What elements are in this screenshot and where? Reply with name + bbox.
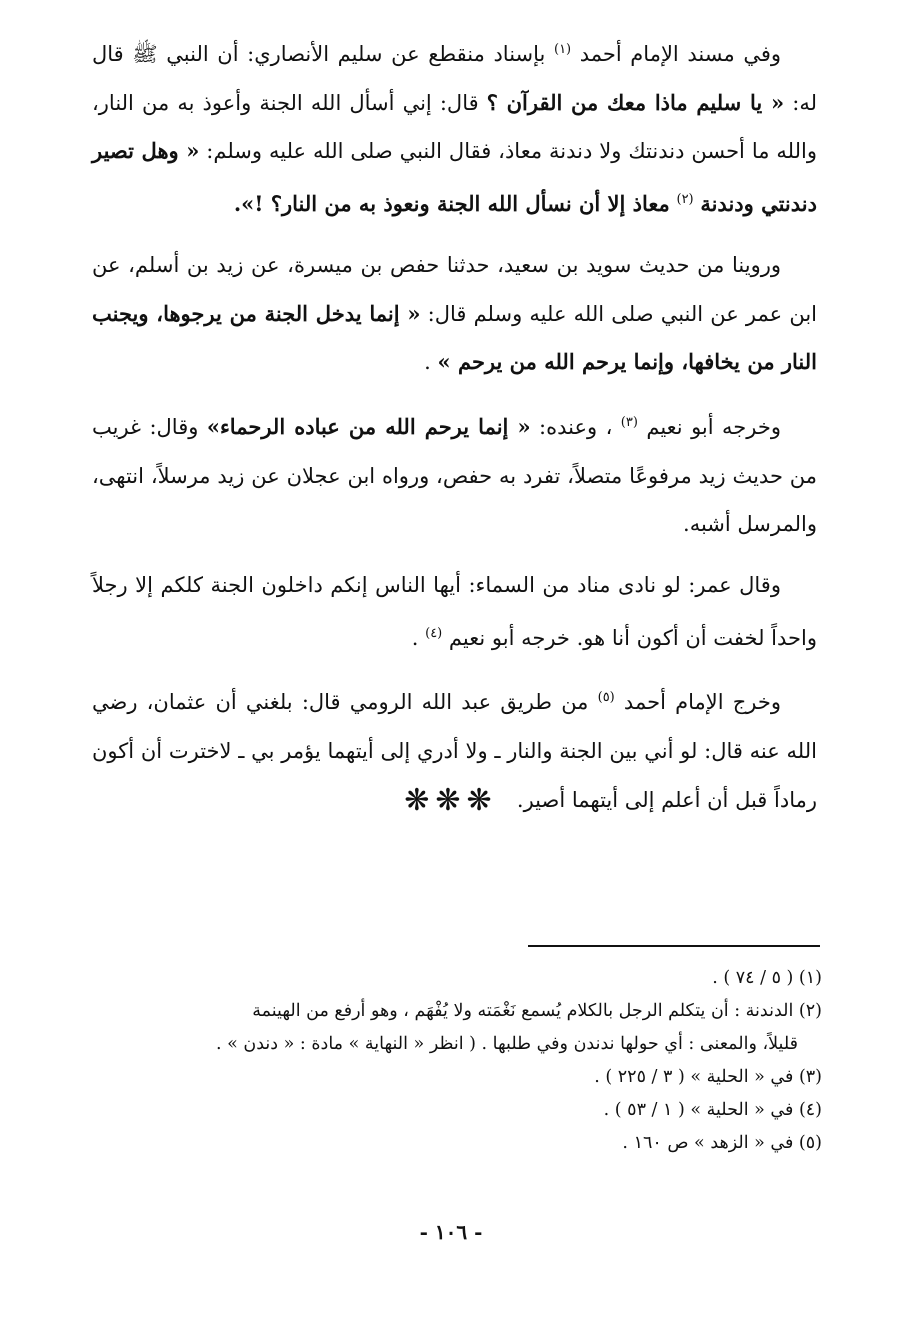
paragraph — [92, 561, 817, 662]
footnote: (٢) الدندنة : أن يتكلم الرجل بالكلام يُسمع نَغْمَته ولا يُفْهَم ، وهو أرفع من الهينمة — [252, 1001, 822, 1021]
hadith-quote: معاذ إلا أن نسأل الله الجنة ونعوذ به من النار؟ !». — [233, 191, 670, 217]
footnote: قليلاً، والمعنى : أي حولها ندندن وفي طلبها . ( انظر « النهاية » مادة : « دندن » . — [215, 1034, 798, 1054]
footnote-marker: (٣) — [620, 414, 638, 430]
text-run: من طريق عبد الله الرومي قال: بلغني أن عثمان، رضي الله عنه قال: لو أني بين الجنة والنار ـ ولا أدري إلى أيتهما يؤمر بي ـ لاخترت أن أكون رماداً قبل أن أعلم إلى أيتهما أصير. — [92, 690, 817, 812]
hadith-quote: « يا سليم ماذا معك من القرآن ؟ — [486, 89, 785, 115]
text-run: وروينا من حديث سويد بن سعيد، حدثنا حفص بن ميسرة، عن زيد بن أسلم، عن ابن عمر عن النبي صلى الله عليه وسلم قال: — [92, 252, 818, 326]
footnote: (٥) في « الزهد » ص ١٦٠ . — [622, 1133, 822, 1153]
text-run: وخرجه أبو نعيم — [637, 414, 781, 439]
paragraph — [92, 241, 817, 387]
text-run: وقال: غريب من حديث زيد مرفوعًا متصلاً، تفرد به حفص، ورواه ابن عجلان عن زيد مرسلاً، انتهى، والمرسل أشبه. — [92, 414, 817, 537]
footnote-marker: (٢) — [676, 192, 694, 208]
paragraph — [92, 399, 817, 549]
footnote-marker: (١) — [553, 42, 572, 57]
text-run: . — [424, 350, 438, 375]
text-run: قال: إني أسأل الله الجنة وأعوذ به من النار، والله ما أحسن دندنتك ولا دندنة معاذ، فقال النبي صلى الله عليه وسلم: — [92, 90, 817, 164]
text-run: وفي مسند الإمام أحمد — [571, 42, 781, 66]
footnotes — [82, 962, 822, 1160]
footnote-marker: (٤) — [425, 625, 443, 641]
text-run: بإسناد منقطع عن سليم الأنصاري: أن النبي ﷺ قال له: — [92, 42, 817, 115]
text-run: ، وعنده: — [530, 414, 621, 439]
hadith-quote: « إنما يدخل الجنة من يرجوها، ويجنب النار من يخافها، وإنما يرحم الله من يرحم » — [92, 300, 817, 375]
footnote: (٤) في « الحلية » ( ١ / ٥٣ ) . — [603, 1100, 822, 1120]
text-run: . — [411, 625, 426, 650]
text-run: وخرج الإمام أحمد — [614, 690, 781, 715]
footnote-rule — [528, 945, 820, 947]
page-number: - ١٠٦ - — [419, 1220, 483, 1244]
main-text — [92, 26, 817, 837]
text-run: وقال عمر: لو نادى مناد من السماء: أيها الناس إنكم داخلون الجنة كلكم إلا رجلاً واحداً لخفت أن أكون أنا هو. خرجه أبو نعيم — [92, 573, 817, 650]
footnote-marker: (٥) — [597, 690, 615, 706]
footnote: (١) ( ٥ / ٧٤ ) . — [712, 968, 822, 988]
hadith-quote: « وهل تصير دندنتي ودندنة — [92, 138, 817, 217]
footnote: (٣) في « الحلية » ( ٣ / ٢٢٥ ) . — [594, 1067, 822, 1087]
section-separator: ❋❋❋ — [404, 783, 498, 818]
paragraph — [92, 26, 817, 229]
hadith-quote: « إنما يرحم الله من عباده الرحماء» — [206, 413, 531, 439]
